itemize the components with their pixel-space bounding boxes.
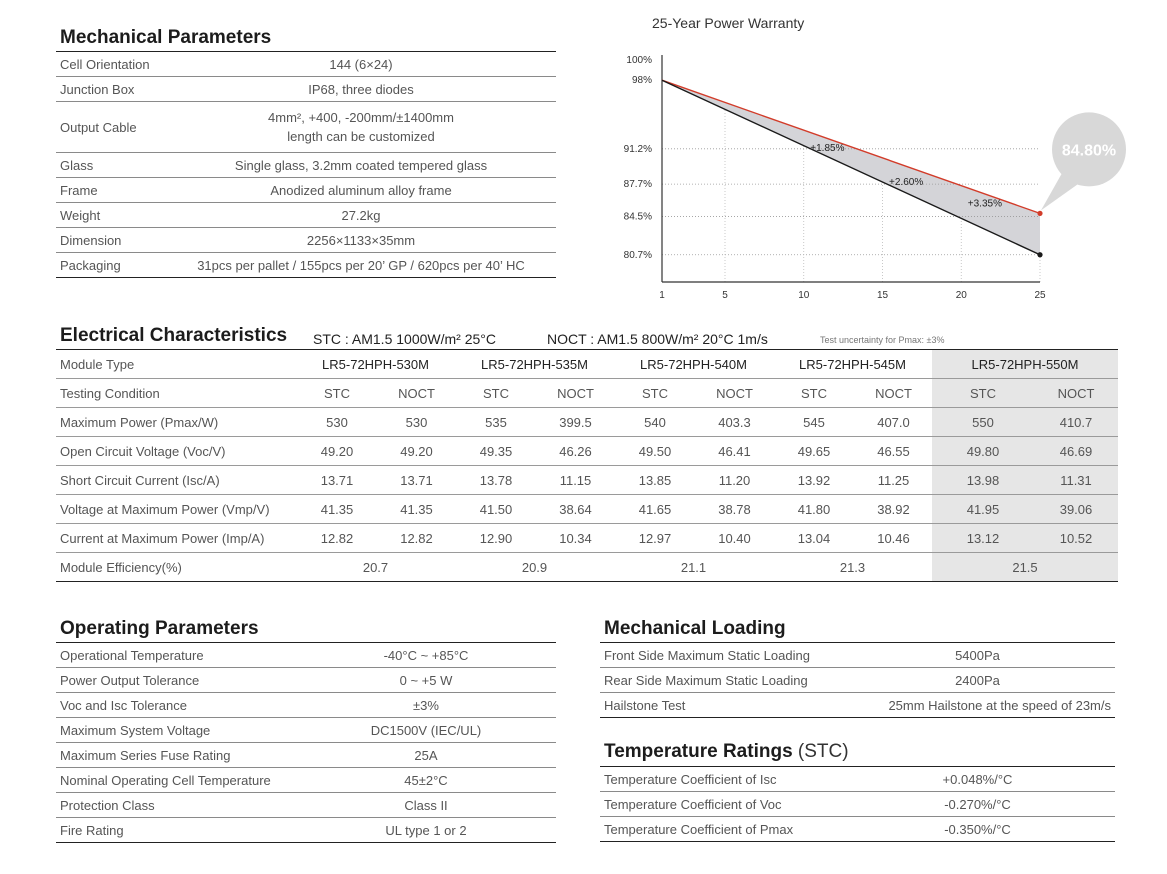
noct-conditions: NOCT : AM1.5 800W/m² 20°C 1m/s — [547, 331, 768, 347]
temperature-title-main: Temperature Ratings — [604, 741, 793, 762]
cell: 10.46 — [855, 524, 932, 553]
annotation-label: +3.35% — [967, 198, 1002, 210]
row-label: Weight — [56, 203, 166, 228]
table-row — [56, 203, 556, 228]
row-value — [166, 102, 556, 153]
table-row — [56, 718, 556, 743]
y-tick-label: 100% — [626, 55, 652, 67]
cell: 46.69 — [1034, 437, 1118, 466]
row-value: Anodized aluminum alloy frame — [166, 178, 556, 203]
y-tick-label: 87.7% — [623, 179, 652, 191]
cell: 20.9 — [455, 553, 614, 582]
cell: 13.92 — [773, 466, 855, 495]
table-row — [56, 253, 556, 278]
row-value: 45±2°C — [296, 768, 556, 793]
y-tick-label: 91.2% — [623, 143, 652, 155]
noct-header: NOCT — [855, 379, 932, 408]
row-value: Single glass, 3.2mm coated tempered glass — [166, 153, 556, 178]
cell: 46.26 — [537, 437, 614, 466]
row-value: 0 ~ +5 W — [296, 668, 556, 693]
noct-header: NOCT — [1034, 379, 1118, 408]
row-label: Frame — [56, 178, 166, 203]
row-value: IP68, three diodes — [166, 77, 556, 102]
cell: 49.20 — [378, 437, 455, 466]
cell: 41.80 — [773, 495, 855, 524]
row-value-line2: length can be customized — [287, 129, 435, 144]
x-tick-label: 5 — [722, 290, 728, 301]
cell: 49.20 — [296, 437, 378, 466]
row-label: Current at Maximum Power (Imp/A) — [56, 524, 296, 553]
table-row — [56, 793, 556, 818]
cell: 49.80 — [932, 437, 1034, 466]
series-point-end — [1037, 211, 1042, 216]
noct-header: NOCT — [537, 379, 614, 408]
noct-header: NOCT — [378, 379, 455, 408]
cell: 38.64 — [537, 495, 614, 524]
x-tick-label: 25 — [1034, 290, 1046, 301]
stc-header: STC — [296, 379, 378, 408]
cell: 13.12 — [932, 524, 1034, 553]
row-value: 25mm Hailstone at the speed of 23m/s — [840, 693, 1115, 718]
electrical-title: Electrical Characteristics — [60, 325, 288, 346]
row-label: Open Circuit Voltage (Voc/V) — [56, 437, 296, 466]
model-540: LR5-72HPH-540M — [614, 350, 773, 379]
row-label: Rear Side Maximum Static Loading — [600, 668, 840, 693]
row-label: Hailstone Test — [600, 693, 840, 718]
cell: 550 — [932, 408, 1034, 437]
cell: 21.1 — [614, 553, 773, 582]
model-550: LR5-72HPH-550M — [932, 350, 1118, 379]
table-row — [600, 767, 1115, 792]
row-label: Testing Condition — [56, 379, 296, 408]
cell: 403.3 — [696, 408, 773, 437]
table-row — [56, 643, 556, 668]
callout-label: 84.80% — [1061, 142, 1117, 160]
table-row — [56, 768, 556, 793]
uncertainty-note: Test uncertainty for Pmax: ±3% — [820, 335, 945, 345]
cell: 530 — [378, 408, 455, 437]
row-label: Operational Temperature — [56, 643, 296, 668]
cell: 38.78 — [696, 495, 773, 524]
cell: 13.78 — [455, 466, 537, 495]
cell: 12.97 — [614, 524, 696, 553]
table-row — [56, 495, 1118, 524]
cell: 530 — [296, 408, 378, 437]
row-value: 27.2kg — [166, 203, 556, 228]
row-value-line1: 4mm², +400, -200mm/±1400mm — [268, 110, 454, 125]
x-tick-label: 1 — [659, 290, 665, 301]
row-label: Temperature Coefficient of Pmax — [600, 817, 840, 842]
annotation-label: +1.85% — [810, 142, 845, 154]
cell: 407.0 — [855, 408, 932, 437]
cell: 49.35 — [455, 437, 537, 466]
cell: 11.15 — [537, 466, 614, 495]
cell: 21.5 — [932, 553, 1118, 582]
row-label: Fire Rating — [56, 818, 296, 843]
table-row — [56, 228, 556, 253]
cell: 399.5 — [537, 408, 614, 437]
cell: 20.7 — [296, 553, 455, 582]
cell: 13.85 — [614, 466, 696, 495]
cell: 49.65 — [773, 437, 855, 466]
operating-title: Operating Parameters — [60, 618, 259, 639]
table-row-testing — [56, 379, 1118, 408]
row-label: Temperature Coefficient of Isc — [600, 767, 840, 792]
mechanical-title: Mechanical Parameters — [60, 27, 272, 48]
table-row — [56, 52, 556, 77]
row-value: 25A — [296, 743, 556, 768]
row-label: Front Side Maximum Static Loading — [600, 643, 840, 668]
mechanical-table — [56, 51, 556, 278]
cell: 41.95 — [932, 495, 1034, 524]
row-value: 2256×1133×35mm — [166, 228, 556, 253]
stc-header: STC — [932, 379, 1034, 408]
row-value: -0.270%/°C — [840, 792, 1115, 817]
row-value: Class II — [296, 793, 556, 818]
row-label: Cell Orientation — [56, 52, 166, 77]
loading-table — [600, 642, 1115, 718]
operating-table — [56, 642, 556, 843]
temperature-title — [604, 741, 849, 763]
cell: 10.52 — [1034, 524, 1118, 553]
model-535: LR5-72HPH-535M — [455, 350, 614, 379]
noct-header: NOCT — [696, 379, 773, 408]
row-label: Maximum System Voltage — [56, 718, 296, 743]
row-value: -40°C ~ +85°C — [296, 643, 556, 668]
stc-header: STC — [455, 379, 537, 408]
cell: 545 — [773, 408, 855, 437]
model-545: LR5-72HPH-545M — [773, 350, 932, 379]
table-row — [56, 524, 1118, 553]
series-line-standard — [662, 80, 1040, 255]
chart-title: 25-Year Power Warranty — [652, 15, 805, 31]
table-row — [56, 178, 556, 203]
table-row — [56, 153, 556, 178]
cell: 12.90 — [455, 524, 537, 553]
row-label: Protection Class — [56, 793, 296, 818]
stc-conditions: STC : AM1.5 1000W/m² 25°C — [313, 331, 496, 347]
cell: 49.50 — [614, 437, 696, 466]
loading-title: Mechanical Loading — [604, 618, 786, 639]
cell: 12.82 — [378, 524, 455, 553]
temperature-table — [600, 766, 1115, 842]
cell: 535 — [455, 408, 537, 437]
cell: 41.35 — [378, 495, 455, 524]
model-530: LR5-72HPH-530M — [296, 350, 455, 379]
cell: 21.3 — [773, 553, 932, 582]
cell: 13.71 — [378, 466, 455, 495]
stc-header: STC — [773, 379, 855, 408]
row-value: ±3% — [296, 693, 556, 718]
series-line-warranty — [662, 80, 1040, 213]
row-label: Short Circuit Current (Isc/A) — [56, 466, 296, 495]
row-label: Module Efficiency(%) — [56, 553, 296, 582]
cell: 41.50 — [455, 495, 537, 524]
table-row — [56, 693, 556, 718]
cell: 13.71 — [296, 466, 378, 495]
table-row — [56, 437, 1118, 466]
cell: 12.82 — [296, 524, 378, 553]
row-value: DC1500V (IEC/UL) — [296, 718, 556, 743]
row-label: Packaging — [56, 253, 166, 278]
table-row — [600, 693, 1115, 718]
row-value: +0.048%/°C — [840, 767, 1115, 792]
row-label: Junction Box — [56, 77, 166, 102]
row-value: 5400Pa — [840, 643, 1115, 668]
cell: 41.35 — [296, 495, 378, 524]
row-value: -0.350%/°C — [840, 817, 1115, 842]
row-value: 31pcs per pallet / 155pcs per 20’ GP / 620pcs per 40’ HC — [166, 253, 556, 278]
row-label: Output Cable — [56, 102, 166, 153]
y-tick-label: 84.5% — [623, 211, 652, 223]
row-label: Nominal Operating Cell Temperature — [56, 768, 296, 793]
row-label: Voc and Isc Tolerance — [56, 693, 296, 718]
cell: 46.41 — [696, 437, 773, 466]
cell: 410.7 — [1034, 408, 1118, 437]
y-tick-label: 80.7% — [623, 249, 652, 261]
cell: 11.31 — [1034, 466, 1118, 495]
table-row — [56, 466, 1118, 495]
row-label: Maximum Power (Pmax/W) — [56, 408, 296, 437]
row-label: Power Output Tolerance — [56, 668, 296, 693]
table-row — [600, 668, 1115, 693]
table-row-efficiency — [56, 553, 1118, 582]
table-row — [56, 77, 556, 102]
cell: 38.92 — [855, 495, 932, 524]
stc-header: STC — [614, 379, 696, 408]
temperature-title-suffix: (STC) — [797, 741, 849, 762]
x-tick-label: 20 — [955, 290, 967, 301]
cell: 13.98 — [932, 466, 1034, 495]
table-row — [56, 818, 556, 843]
table-row-module-type — [56, 350, 1118, 379]
row-label: Voltage at Maximum Power (Vmp/V) — [56, 495, 296, 524]
cell: 540 — [614, 408, 696, 437]
cell: 11.25 — [855, 466, 932, 495]
cell: 11.20 — [696, 466, 773, 495]
x-tick-label: 10 — [798, 290, 810, 301]
cell: 41.65 — [614, 495, 696, 524]
table-row — [600, 643, 1115, 668]
row-label: Module Type — [56, 350, 296, 379]
row-label: Dimension — [56, 228, 166, 253]
electrical-table — [56, 349, 1118, 582]
row-value: 144 (6×24) — [166, 52, 556, 77]
cell: 10.40 — [696, 524, 773, 553]
table-row — [56, 743, 556, 768]
annotation-label: +2.60% — [889, 177, 924, 189]
table-row — [56, 668, 556, 693]
row-label: Temperature Coefficient of Voc — [600, 792, 840, 817]
cell: 46.55 — [855, 437, 932, 466]
cell: 39.06 — [1034, 495, 1118, 524]
row-value: 2400Pa — [840, 668, 1115, 693]
table-row — [600, 792, 1115, 817]
table-row — [56, 408, 1118, 437]
cell: 13.04 — [773, 524, 855, 553]
series-point-end — [1037, 252, 1042, 257]
warranty-chart — [600, 0, 1167, 318]
table-row — [600, 817, 1115, 842]
cell: 10.34 — [537, 524, 614, 553]
row-label: Glass — [56, 153, 166, 178]
table-row — [56, 102, 556, 153]
y-tick-label: 98% — [631, 75, 652, 87]
x-tick-label: 15 — [876, 290, 889, 301]
row-label: Maximum Series Fuse Rating — [56, 743, 296, 768]
row-value: UL type 1 or 2 — [296, 818, 556, 843]
